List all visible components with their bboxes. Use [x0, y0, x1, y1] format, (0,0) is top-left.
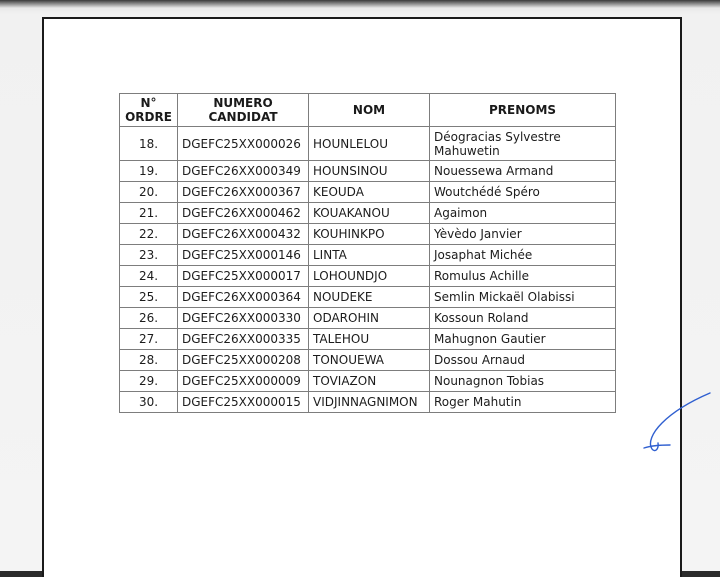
cell-ordre: 30. — [120, 392, 178, 413]
cell-ordre: 18. — [120, 127, 178, 161]
document-page — [42, 17, 682, 577]
cell-numero-candidat: DGEFC26XX000349 — [178, 161, 309, 182]
cell-numero-candidat: DGEFC25XX000009 — [178, 371, 309, 392]
header-nom: NOM — [309, 94, 430, 127]
cell-nom: LINTA — [309, 245, 430, 266]
cell-nom: VIDJINNAGNIMON — [309, 392, 430, 413]
cell-numero-candidat: DGEFC25XX000017 — [178, 266, 309, 287]
signature-mark — [640, 387, 714, 459]
table-row — [120, 266, 616, 287]
candidates-table — [119, 93, 616, 413]
cell-nom: KOUHINKPO — [309, 224, 430, 245]
table-row — [120, 329, 616, 350]
cell-prenoms: Mahugnon Gautier — [430, 329, 616, 350]
cell-numero-candidat: DGEFC25XX000026 — [178, 127, 309, 161]
table-row — [120, 350, 616, 371]
cell-prenoms: Josaphat Michée — [430, 245, 616, 266]
cell-nom: NOUDEKE — [309, 287, 430, 308]
cell-numero-candidat: DGEFC25XX000146 — [178, 245, 309, 266]
table-row — [120, 245, 616, 266]
table-row — [120, 203, 616, 224]
cell-ordre: 27. — [120, 329, 178, 350]
cell-numero-candidat: DGEFC26XX000364 — [178, 287, 309, 308]
cell-numero-candidat: DGEFC26XX000330 — [178, 308, 309, 329]
table-header-row — [120, 94, 616, 127]
cell-nom: TALEHOU — [309, 329, 430, 350]
table-row — [120, 287, 616, 308]
cell-ordre: 19. — [120, 161, 178, 182]
cell-nom: HOUNSINOU — [309, 161, 430, 182]
table-row — [120, 308, 616, 329]
cell-nom: TOVIAZON — [309, 371, 430, 392]
cell-prenoms: Romulus Achille — [430, 266, 616, 287]
cell-ordre: 21. — [120, 203, 178, 224]
cell-nom: KEOUDA — [309, 182, 430, 203]
table-row — [120, 161, 616, 182]
table-body — [120, 127, 616, 413]
cell-numero-candidat: DGEFC25XX000208 — [178, 350, 309, 371]
cell-nom: TONOUEWA — [309, 350, 430, 371]
cell-prenoms: Roger Mahutin — [430, 392, 616, 413]
cell-nom: ODAROHIN — [309, 308, 430, 329]
cell-ordre: 28. — [120, 350, 178, 371]
cell-ordre: 22. — [120, 224, 178, 245]
cell-nom: KOUAKANOU — [309, 203, 430, 224]
cell-ordre: 23. — [120, 245, 178, 266]
cell-prenoms: Déogracias Sylvestre Mahuwetin — [430, 127, 616, 161]
cell-numero-candidat: DGEFC26XX000367 — [178, 182, 309, 203]
cell-ordre: 29. — [120, 371, 178, 392]
cell-prenoms: Nounagnon Tobias — [430, 371, 616, 392]
cell-numero-candidat: DGEFC26XX000462 — [178, 203, 309, 224]
cell-ordre: 25. — [120, 287, 178, 308]
cell-ordre: 26. — [120, 308, 178, 329]
cell-ordre: 20. — [120, 182, 178, 203]
cell-prenoms: Woutchédé Spéro — [430, 182, 616, 203]
cell-nom: LOHOUNDJO — [309, 266, 430, 287]
cell-prenoms: Kossoun Roland — [430, 308, 616, 329]
cell-prenoms: Nouessewa Armand — [430, 161, 616, 182]
cell-prenoms: Agaimon — [430, 203, 616, 224]
header-numero-candidat: NUMERO CANDIDAT — [178, 94, 309, 127]
cell-numero-candidat: DGEFC25XX000015 — [178, 392, 309, 413]
cell-prenoms: Semlin Mickaël Olabissi — [430, 287, 616, 308]
cell-numero-candidat: DGEFC26XX000432 — [178, 224, 309, 245]
cell-prenoms: Dossou Arnaud — [430, 350, 616, 371]
table-row — [120, 182, 616, 203]
table-row — [120, 127, 616, 161]
cell-nom: HOUNLELOU — [309, 127, 430, 161]
cell-prenoms: Yèvèdo Janvier — [430, 224, 616, 245]
table-row — [120, 371, 616, 392]
header-prenoms: PRENOMS — [430, 94, 616, 127]
cell-ordre: 24. — [120, 266, 178, 287]
cell-numero-candidat: DGEFC26XX000335 — [178, 329, 309, 350]
table-row — [120, 392, 616, 413]
header-ordre: N° ORDRE — [120, 94, 178, 127]
table-row — [120, 224, 616, 245]
